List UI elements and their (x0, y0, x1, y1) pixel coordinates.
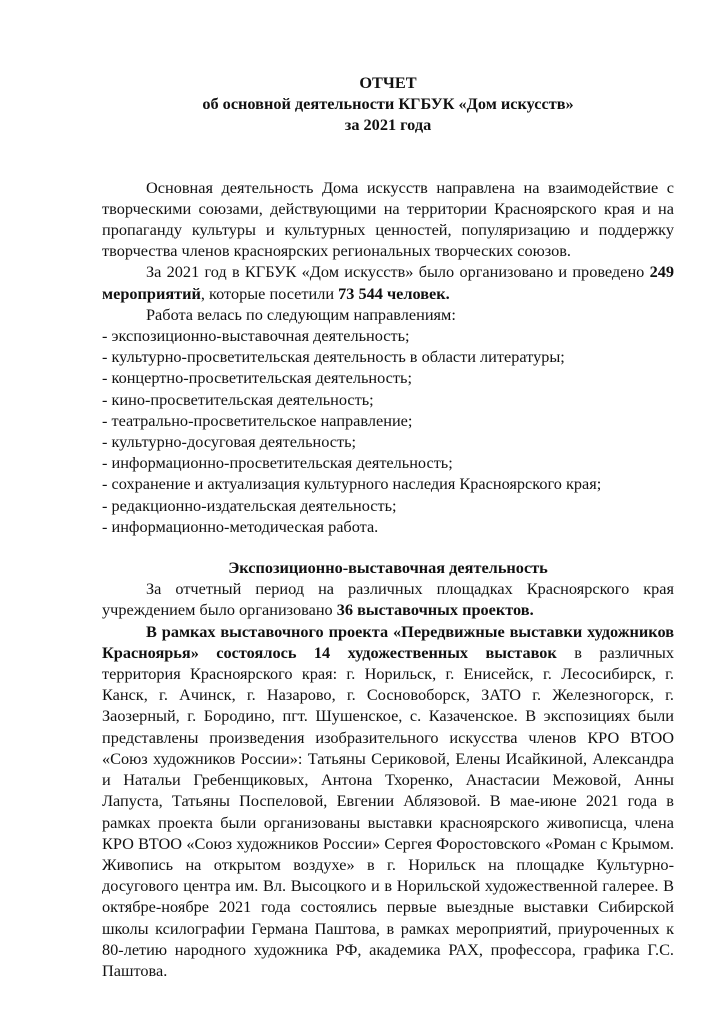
exhibition-paragraph-1 (102, 578, 674, 620)
directions-list (102, 325, 674, 537)
summary-paragraph (102, 261, 674, 303)
report-title (102, 72, 674, 136)
events-count: 249 мероприятий (102, 262, 674, 303)
intro-paragraph: Основная деятельность Дома искусств направлена на взаимодействие с творческими союзами, действующими на территории Красноярского края и на пропаганду культуры и культурных ценностей, популяризацию и поддержку творчества членов красноярских региональных творческих союзов. (102, 177, 674, 261)
title-line-1: ОТЧЕТ (359, 73, 417, 92)
title-line-2: об основной деятельности КГБУК «Дом искусств» (202, 94, 574, 114)
exhibition-text: За отчетный период на различных площадках Красноярского края учреждением было организовано (102, 579, 674, 620)
direction-item: - культурно-досуговая деятельность; (102, 432, 357, 452)
direction-item: - концертно-просветительская деятельность; (102, 368, 412, 388)
title-line-3: за 2021 года (344, 115, 432, 135)
section-heading-exhibition: Экспозиционно-выставочная деятельность (228, 558, 548, 578)
traveling-exhibitions-highlight: В рамках выставочного проекта «Передвижные выставки художников Красноярья» состоялось 14 художественных выставок (102, 621, 674, 662)
directions-intro: Работа велась по следующим направлениям: (146, 304, 456, 324)
direction-item: - театрально-просветительское направление; (102, 410, 413, 430)
traveling-exhibitions-text: в различных территория Красноярского края: г. Норильск, г. Енисейск, г. Лесосибирск, г. Канск, г. Ачинск, г. Назарово, г. Сосновоборск, ЗАТО г. Железногорск, г. Заозерный, г. Бородино, пгт. Шушенское, с. Казаченское. В экспозициях были представлены произведения изобразительного искусства членов КРО ВТОО «Союз художников России»: Татьяны Сериковой, Елены Исайкиной, Александра и Натальи Гребенщиковых, Антона Тхоренко, Анастасии Межовой, Анны Лапуста, Татьяны Поспеловой, Евгении Аблязовой. В мае-июне 2021 года в рамках проекта были организованы выставки красноярского живописца, члена КРО ВТОО «Союз художников России» Сергея Форостовского «Роман с Крымом. Живопись на открытом воздухе» в г. Норильск на площадке Культурно-досугового центра им. Вл. Высоцкого и в Норильской художественной галерее. В октябре-ноябре 2021 года состоялись первые выездные выставки Сибирской школы ксилографии Германа Паштова, в рамках мероприятий, приуроченных к 80-летию народного художника РФ, академика РАХ, профессора, графика Г.С. Паштова. (102, 642, 674, 980)
direction-item: - экспозиционно-выставочная деятельность; (102, 326, 410, 346)
direction-item: - информационно-просветительская деятельность; (102, 453, 453, 473)
direction-item: - кино-просветительская деятельность; (102, 389, 374, 409)
direction-item: - редакционно-издательская деятельность; (102, 495, 397, 515)
summary-text-mid: , которые посетили (200, 283, 339, 303)
summary-text-start: За 2021 год в КГБУК «Дом искусств» было организовано и проведено (146, 262, 650, 282)
exhibition-paragraph-2 (102, 621, 674, 981)
exhibition-projects-count: 36 выставочных проектов. (336, 600, 534, 620)
direction-item: - информационно-методическая работа. (102, 516, 379, 536)
visitors-count: 73 544 человек. (338, 283, 450, 303)
direction-item: - культурно-просветительская деятельность в области литературы; (102, 347, 565, 367)
direction-item: - сохранение и актуализация культурного наследия Красноярского края; (102, 474, 602, 494)
